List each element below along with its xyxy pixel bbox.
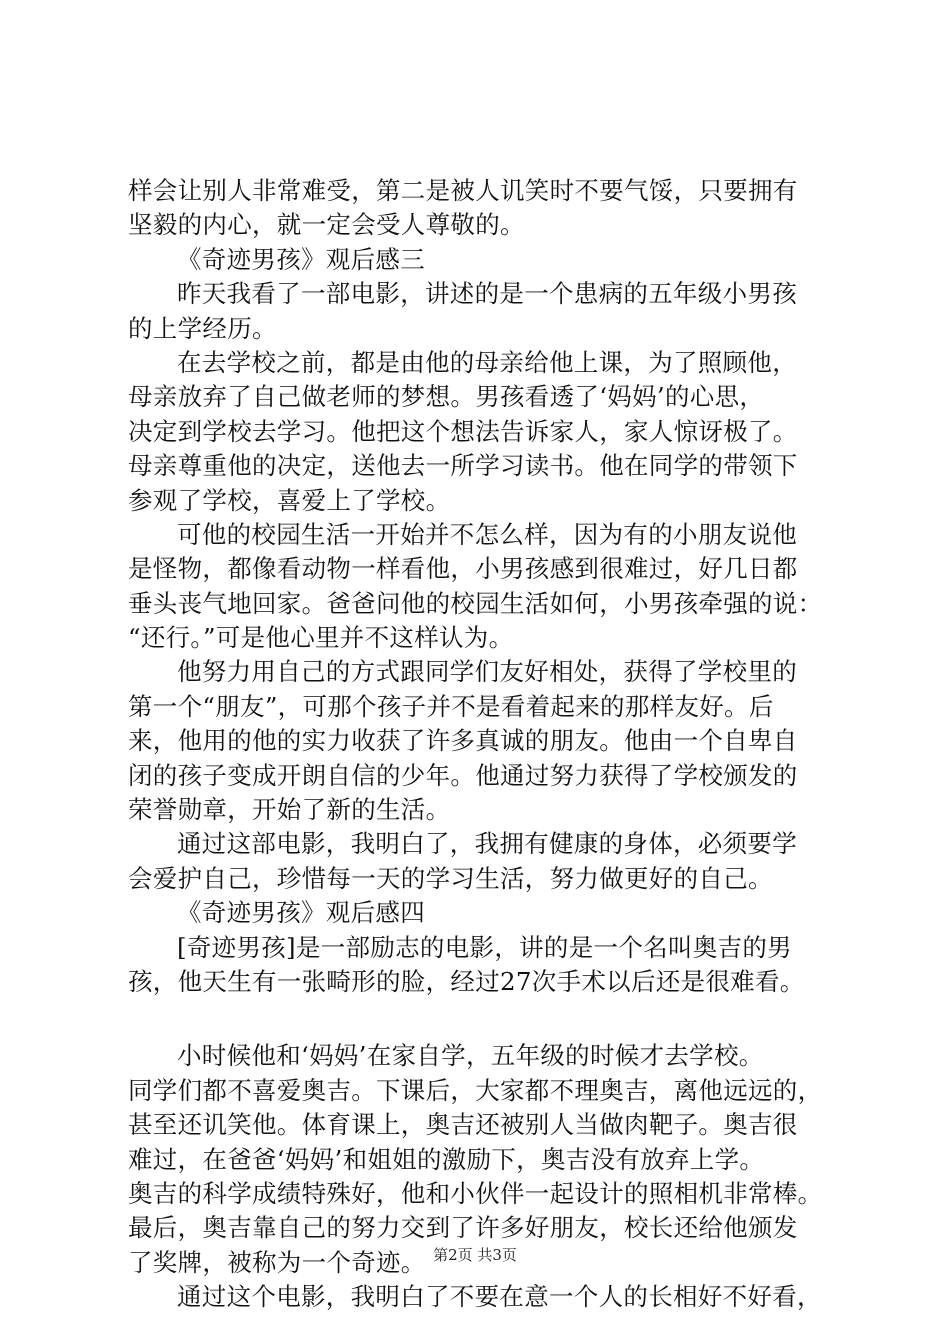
text-line: 昨天我看了一部电影，讲述的是一个患病的五年级小男孩 bbox=[177, 279, 797, 309]
text-line: 闭的孩子变成开朗自信的少年。他通过努力获得了学校颁发的 bbox=[128, 760, 798, 790]
document-body bbox=[128, 174, 834, 1315]
text-line: [奇迹男孩]是一部励志的电影，讲的是一个名叫奥吉的男 bbox=[177, 932, 792, 962]
text-line: 小时候他和‘妈妈’在家自学，五年级的时候才去学校。 bbox=[177, 1041, 764, 1071]
text-line: 在去学校之前，都是由他的母亲给他上课，为了照顾他， bbox=[177, 347, 797, 377]
text-line: 奥吉的科学成绩特殊好，他和小伙伴一起设计的照相机非常棒。 bbox=[128, 1178, 823, 1208]
text-line: 样会让别人非常难受，第二是被人讥笑时不要气馁，只要拥有 bbox=[128, 176, 798, 205]
text-line: 荣誉勋章，开始了新的生活。 bbox=[128, 795, 451, 825]
text-line: 来，他用的他的实力收获了许多真诚的朋友。他由一个自卑自 bbox=[128, 726, 798, 756]
text-line: 同学们都不喜爱奥吉。下课后，大家都不理奥吉，离他远远的， bbox=[128, 1075, 823, 1105]
text-line: 垂头丧气地回家。爸爸问他的校园生活如何，小男孩牵强的说： bbox=[128, 588, 823, 618]
text-line: 甚至还讥笑他。体育课上，奥吉还被别人当做肉靶子。奥吉很 bbox=[128, 1110, 798, 1140]
blank-line bbox=[128, 999, 834, 1039]
text-line: 《奇迹男孩》观后感四 bbox=[177, 898, 425, 928]
text-line: 会爱护自己，珍惜每一天的学习生活，努力做更好的自己。 bbox=[128, 863, 773, 893]
text-line: 的上学经历。 bbox=[128, 313, 277, 343]
text-line: “还行。”可是他心里并不这样认为。 bbox=[128, 623, 514, 653]
text-line: 母亲尊重他的决定，送他去一所学习读书。他在同学的带领下 bbox=[128, 451, 798, 481]
text-line: 最后，奥吉靠自己的努力交到了许多好朋友，校长还给他颁发 bbox=[128, 1213, 798, 1243]
page-footer: 第2页 共3页 bbox=[433, 1246, 517, 1264]
text-line: 通过这个电影，我明白了不要在意一个人的长相好不好看， bbox=[177, 1282, 822, 1312]
text-line: 坚毅的内心，就一定会受人尊敬的。 bbox=[128, 210, 525, 240]
text-line: 母亲放弃了自己做老师的梦想。男孩看透了‘妈妈’的心思， bbox=[128, 382, 765, 412]
text-line: 他努力用自己的方式跟同学们友好相处，获得了学校里的 bbox=[177, 657, 797, 687]
text-line: 了奖牌，被称为一个奇迹。 bbox=[128, 1247, 426, 1277]
text-line: 是怪物，都像看动物一样看他，小男孩感到很难过，好几日都 bbox=[128, 554, 798, 584]
text-line: 通过这部电影，我明白了，我拥有健康的身体，必须要学 bbox=[177, 829, 797, 859]
text-line: 难过，在爸爸‘妈妈’和姐姐的激励下，奥吉没有放弃上学。 bbox=[128, 1144, 765, 1174]
text-line: 参观了学校，喜爱上了学校。 bbox=[128, 485, 451, 515]
text-line: 《奇迹男孩》观后感三 bbox=[177, 244, 425, 274]
text-line: 第一个“朋友”，可那个孩子并不是看着起来的那样友好。后 bbox=[128, 691, 774, 721]
text-line: 可他的校园生活一开始并不怎么样，因为有的小朋友说他 bbox=[177, 519, 797, 549]
text-line: 孩，他天生有一张畸形的脸，经过27次手术以后还是很难看。 bbox=[128, 966, 805, 996]
text-line: 决定到学校去学习。他把这个想法告诉家人，家人惊讶极了。 bbox=[128, 416, 798, 446]
